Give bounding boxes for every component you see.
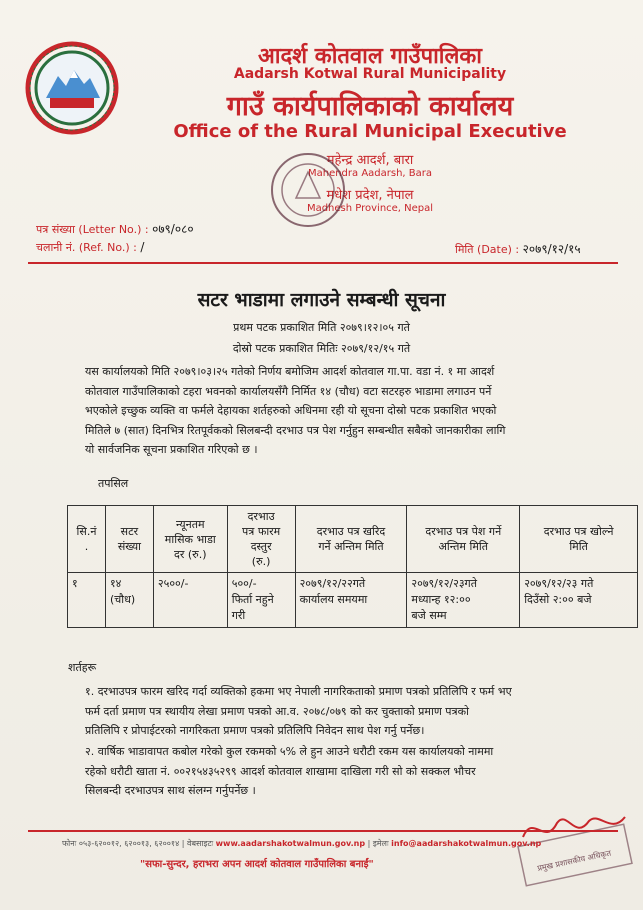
- body-line: कोतवाल गाउँपालिकाको टहरा भवनको कार्यालयसँगै निर्मित १४ (चौध) वटा सटरहरु भाडामा लगाउन पर्ने: [85, 384, 492, 398]
- condition-line: प्रतिलिपि र प्रोपाईटरको नागरिकता प्रमाण पत्रको प्रतिलिपि निवेदन साथ पेश गर्नु पर्नेछ।: [85, 724, 425, 737]
- letter-number: [36, 220, 194, 237]
- footer-email-link[interactable]: info@aadarshakotwalmun.gov.np: [391, 839, 542, 848]
- table-row: [68, 573, 638, 628]
- letter-number-value: ०७९/०८०: [152, 222, 194, 236]
- letter-date-value: २०७९/१२/१५: [522, 242, 581, 256]
- body-line: भएकोले इच्छुक व्यक्ति वा फर्मले देहायका शर्तहरुको अधिनमा रही यो सूचना दोस्रो पटक प्रकाशित भएको: [85, 404, 497, 417]
- header-divider: [28, 262, 618, 264]
- body-line: यस कार्यालयको मिति २०७९।०३।२५ गतेको निर्णय बमोजिम आदर्श कोतवाल गा.पा. वडा नं. १ मा आदर्श: [85, 365, 495, 378]
- second-publication-date: दोस्रो पटक प्रकाशित मितिः २०७९/१२/१५ गते: [232, 342, 411, 355]
- header-shutter-count: सटर संख्या: [105, 506, 153, 573]
- signature-stamp: [515, 805, 633, 895]
- letter-date-label: मिति (Date) :: [455, 243, 520, 256]
- cell-purchase-deadline: २०७९/१२/२२गते कार्यालय समयमा: [295, 573, 407, 628]
- body-line: यो सार्वजनिक सूचना प्रकाशित गरिएको छ ।: [85, 443, 258, 456]
- body-line: मितिले ७ (सात) दिनभित्र रितपूर्वकको सिलबन्दी दरभाउ पत्र पेश गर्नुहुन सम्बन्धीत सबैको जानकारीका लागि: [85, 423, 506, 437]
- notice-body: [85, 362, 613, 460]
- address-line-2-english: Madhesh Province, Nepal: [306, 203, 434, 214]
- footer-slogan: "सफा-सुन्दर, हराभरा अपन आदर्श कोतवाल गाउँपालिका बनाईं": [140, 859, 374, 870]
- footer-divider: [28, 830, 618, 832]
- address-line-1-english: Mahendra Aadarsh, Bara: [307, 168, 433, 179]
- notice-title: सटर भाडामा लगाउने सम्बन्धी सूचना: [197, 289, 446, 311]
- footer-phone: फोनः ०५३-६२००१२, ६२००१३, ६२००१४ | वेबसाइटः: [62, 839, 214, 848]
- nepal-emblem-logo: [24, 40, 120, 136]
- reference-number-value: /: [140, 240, 145, 254]
- header-min-rent: न्यूनतम मासिक भाडा दर (रु.): [153, 506, 227, 573]
- office-name-english: Office of the Rural Municipal Executive: [173, 121, 567, 142]
- condition-line: २. वार्षिक भाडावापत कबोल गरेको कुल रकमको ५% ले हुन आउने धरौटी रकम यस कार्यालयको नाममा: [85, 745, 494, 758]
- header-form-fee: दरभाउ पत्र फारम दस्तुर (रु.): [227, 506, 295, 573]
- reference-number: [36, 240, 144, 255]
- condition-2: [85, 742, 615, 801]
- footer-website-link[interactable]: www.aadarshakotwalmun.gov.np: [215, 839, 366, 848]
- header-serial: सि.नं .: [68, 506, 106, 573]
- condition-line: रहेको धरौटी खाता नं. ००२१५४३५२९९ आदर्श कोतवाल शाखामा दाखिला गरी सो को सक्कल भौचर: [85, 764, 476, 778]
- letter-number-label: पत्र संख्या (Letter No.) :: [36, 223, 149, 236]
- condition-line: सिलबन्दी दरभाउपत्र साथ संलग्न गर्नुपर्नेछ ।: [85, 784, 256, 797]
- cell-submission-deadline: २०७९/१२/२३गते मध्यान्ह १२:०० बजे सम्म: [407, 573, 520, 628]
- footer-contact: [62, 838, 541, 849]
- reference-number-label: चलानी नं. (Ref. No.) :: [36, 241, 137, 254]
- schedule-label: तपसिल: [98, 477, 129, 490]
- org-name-english: Aadarsh Kotwal Rural Municipality: [233, 66, 507, 82]
- schedule-table: [67, 505, 638, 628]
- office-seal-stamp: [268, 150, 348, 230]
- cell-form-fee: ५००/- फिर्ता नहुने गरी: [227, 573, 295, 628]
- cell-serial: १: [68, 573, 106, 628]
- address-line-2-nepali: मधेश प्रदेश, नेपाल: [326, 188, 414, 203]
- office-name-nepali: गाउँ कार्यपालिकाको कार्यालय: [226, 91, 514, 122]
- address-line-1-nepali: महेन्द्र आदर्श, बारा: [326, 153, 414, 168]
- cell-opening-date: २०७९/१२/२३ गते दिउँसो २:०० बजे: [520, 573, 638, 628]
- letter-date: [455, 240, 581, 257]
- condition-line: १. दरभाउपत्र फारम खरिद गर्दा व्यक्तिको हकमा भए नेपाली नागरिकताको प्रमाण पत्रको प्रतिलिपि र फर्म भए: [85, 685, 512, 698]
- condition-1: [85, 682, 615, 741]
- header-opening-date: दरभाउ पत्र खोल्ने मिति: [520, 506, 638, 573]
- cell-shutter-count: १४ (चौध): [105, 573, 153, 628]
- header-purchase-deadline: दरभाउ पत्र खरिद गर्ने अन्तिम मिति: [295, 506, 407, 573]
- table-header-row: [68, 506, 638, 573]
- first-publication-date: प्रथम पटक प्रकाशित मिति २०७९।१२।०५ गते: [233, 321, 410, 334]
- footer-email-label: | इमेलः: [367, 839, 389, 848]
- org-name-nepali: आदर्श कोतवाल गाउँपालिका: [258, 44, 482, 69]
- condition-line: फर्म दर्ता प्रमाण पत्र स्थायीय लेखा प्रमाण पत्रको आ.व. २०७८/०७९ को कर चुक्ताको प्रमाण पत्रको: [85, 704, 469, 718]
- cell-min-rent: २५००/-: [153, 573, 227, 628]
- header-submission-deadline: दरभाउ पत्र पेश गर्ने अन्तिम मिति: [407, 506, 520, 573]
- conditions-label: शर्तहरू: [68, 661, 97, 674]
- signature-title: प्रमुख प्रशासकीय अधिकृत: [536, 848, 612, 874]
